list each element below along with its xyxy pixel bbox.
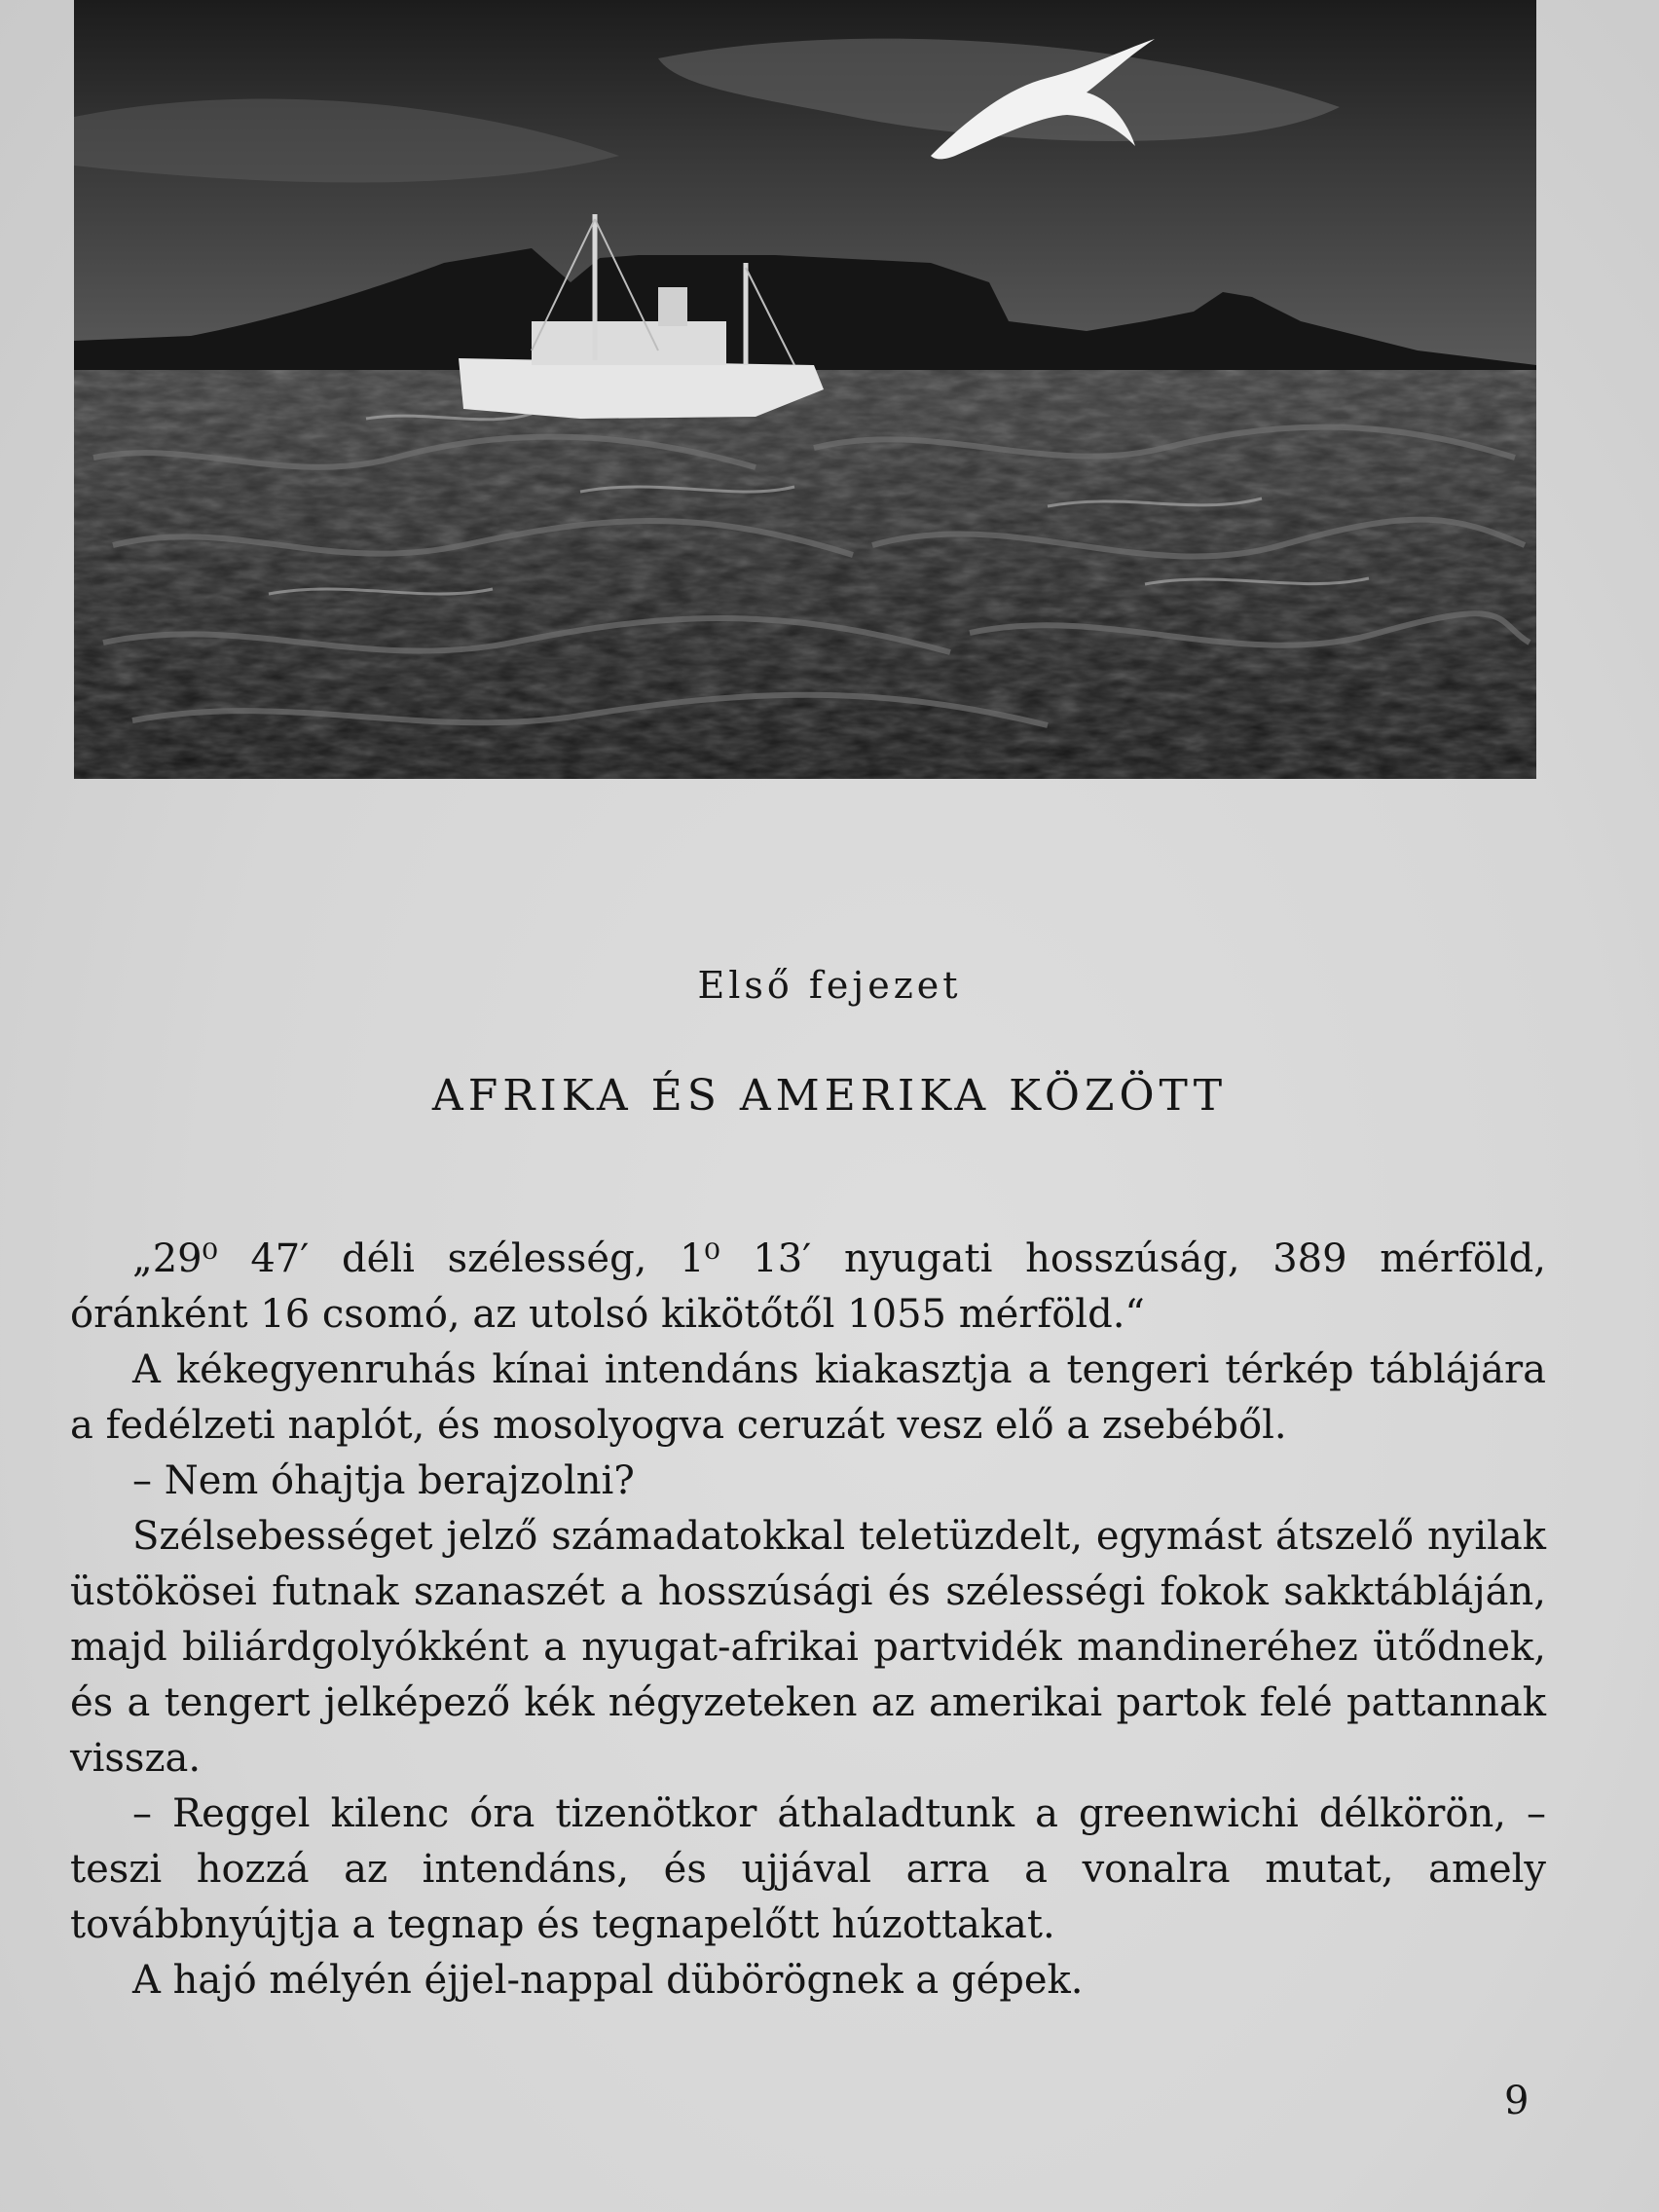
chapter-label: Első fejezet <box>697 964 962 1007</box>
body-text <box>70 1232 1546 2009</box>
ship-at-sea-illustration <box>74 0 1536 779</box>
paragraph: A kékegyenruhás kínai intendáns kiakasztja a tengeri térkép táblájára a fedélzeti naplót, és mosolyogva ceruzát vesz elő a zsebéből. <box>70 1347 1546 1448</box>
paragraph: Szélsebességet jelző számadatokkal teletüzdelt, egymást átszelő nyilak üstökösei futnak szanaszét a hosszúsági és szélességi fokok sakktábláján, majd biliárdgolyókként a nyugat-afrikai partvidék mandineréhez ütődnek, és a tengert jelképező kék négyzeteken az amerikai partok felé pattannak vissza. <box>70 1514 1546 1781</box>
paragraph: – Nem óhajtja berajzolni? <box>132 1458 635 1503</box>
page-number: 9 <box>1504 2079 1530 2123</box>
chapter-title: AFRIKA ÉS AMERIKA KÖZÖTT <box>431 1071 1228 1121</box>
paragraph: A hajó mélyén éjjel-nappal dübörögnek a gépek. <box>132 1958 1084 2003</box>
paragraph: „29⁰ 47′ déli szélesség, 1⁰ 13′ nyugati hosszúság, 389 mérföld, óránként 16 csomó, az utolsó kikötőtől 1055 mérföld.“ <box>70 1236 1546 1337</box>
paragraph: – Reggel kilenc óra tizenötkor áthaladtunk a greenwichi délkörön, – teszi hozzá az intendáns, és ujjával arra a vonalra mutat, amely továbbnyújtja a tegnap és tegnapelőtt húzottakat. <box>70 1791 1546 1947</box>
